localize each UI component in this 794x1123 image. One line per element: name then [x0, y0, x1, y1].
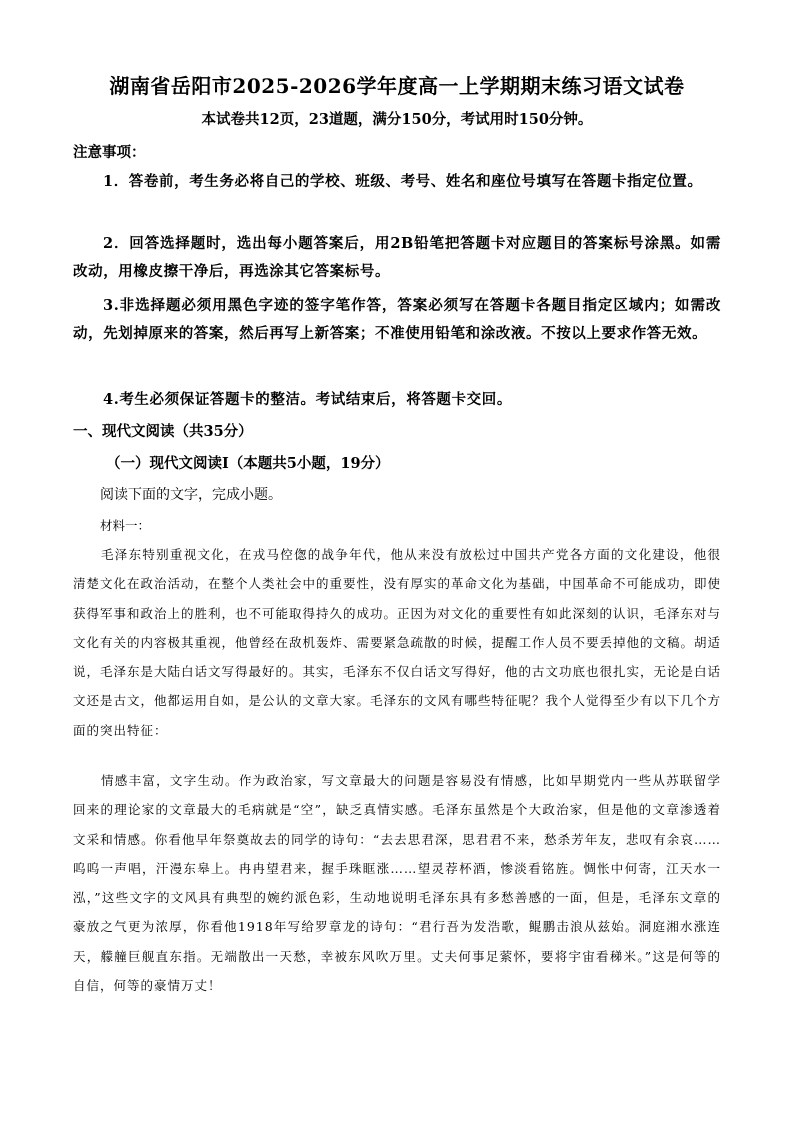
notice-item-4: 4.考生必须保证答题卡的整洁。考试结束后，将答题卡交回。 [103, 391, 512, 408]
material-label: 材料一： [100, 518, 151, 533]
exam-title: 湖南省岳阳市2025-2026学年度高一上学期期末练习语文试卷 [109, 74, 685, 98]
notice-item-3: 3.非选择题必须用黑色字迹的签字笔作答，答案必须写在答题卡各题目指定区域内；如需改动，先划掉原来的答案，然后再写上新答案；不准使用铅笔和涂改液。不按以上要求作答无效。 [73, 297, 721, 342]
subsection-heading: （一）现代文阅读Ⅰ（本题共5小题，19分） [106, 455, 390, 472]
notice-item-2: 2．回答选择题时，选出每小题答案后，用2B铅笔把答题卡对应题目的答案标号涂黑。如需改动，用橡皮擦干净后，再选涂其它答案标号。 [73, 235, 721, 280]
material-paragraph-2: 情感丰富，文字生动。作为政治家，写文章最大的问题是容易没有情感，比如早期党内一些从苏联留学回来的理论家的文章最大的毛病就是“空”，缺乏真情实感。毛泽东虽然是个大政治家，但是他的文章渗透着文采和情感。你看他早年祭奠故去的同学的诗句：“去去思君深，思君君不来，愁杀芳年友，悲叹有余哀……呜呜一声唱，汗漫东皋上。冉冉望君来，握手珠眶涨……望灵荐杯酒，惨淡看铭旌。惆怅中何寄，江天水一泓，”这些文字的文风具有典型的婉约派色彩，生动地说明毛泽东具有多愁善感的一面，但是，毛泽东文章的豪放之气更为浓厚，你看他1918年写给罗章龙的诗句：“君行吾为发浩歌，鲲鹏击浪从兹始。洞庭湘水涨连天，艨艟巨舰直东指。无端散出一天愁，幸被东风吹万里。丈夫何事足萦怀，要将宇宙看稊米。”这是何等的自信，何等的豪情万丈！ [73, 773, 721, 994]
exam-subtitle: 本试卷共12页，23道题，满分150分，考试用时150分钟。 [201, 111, 593, 128]
reading-instruction: 阅读下面的文字，完成小题。 [100, 487, 282, 503]
notice-item-1: 1．答卷前，考生务必将自己的学校、班级、考号、姓名和座位号填写在答题卡指定位置。 [103, 173, 703, 190]
material-paragraph-1: 毛泽东特别重视文化，在戎马倥偬的战争年代，他从来没有放松过中国共产党各方面的文化建设，他很清楚文化在政治活动，在整个人类社会中的重要性，没有厚实的革命文化为基础，中国革命不可能成功，即使获得军事和政治上的胜利，也不可能取得持久的成功。正因为对文化的重要性有如此深刻的认识，毛泽东对与文化有关的内容极其重视，他曾经在敌机轰炸、需要紧急疏散的时候，提醒工作人员不要丢掉他的文稿。胡适说，毛泽东是大陆白话文写得最好的。其实，毛泽东不仅白话文写得好，他的古文功底也很扎实，无论是白话文还是古文，他都运用自如，是公认的文章大家。毛泽东的文风有哪些特征呢？我个人觉得至少有以下几个方面的突出特征： [73, 547, 722, 738]
section-heading: 一、现代文阅读（共35分） [73, 423, 253, 440]
notice-heading: 注意事项： [73, 144, 146, 161]
